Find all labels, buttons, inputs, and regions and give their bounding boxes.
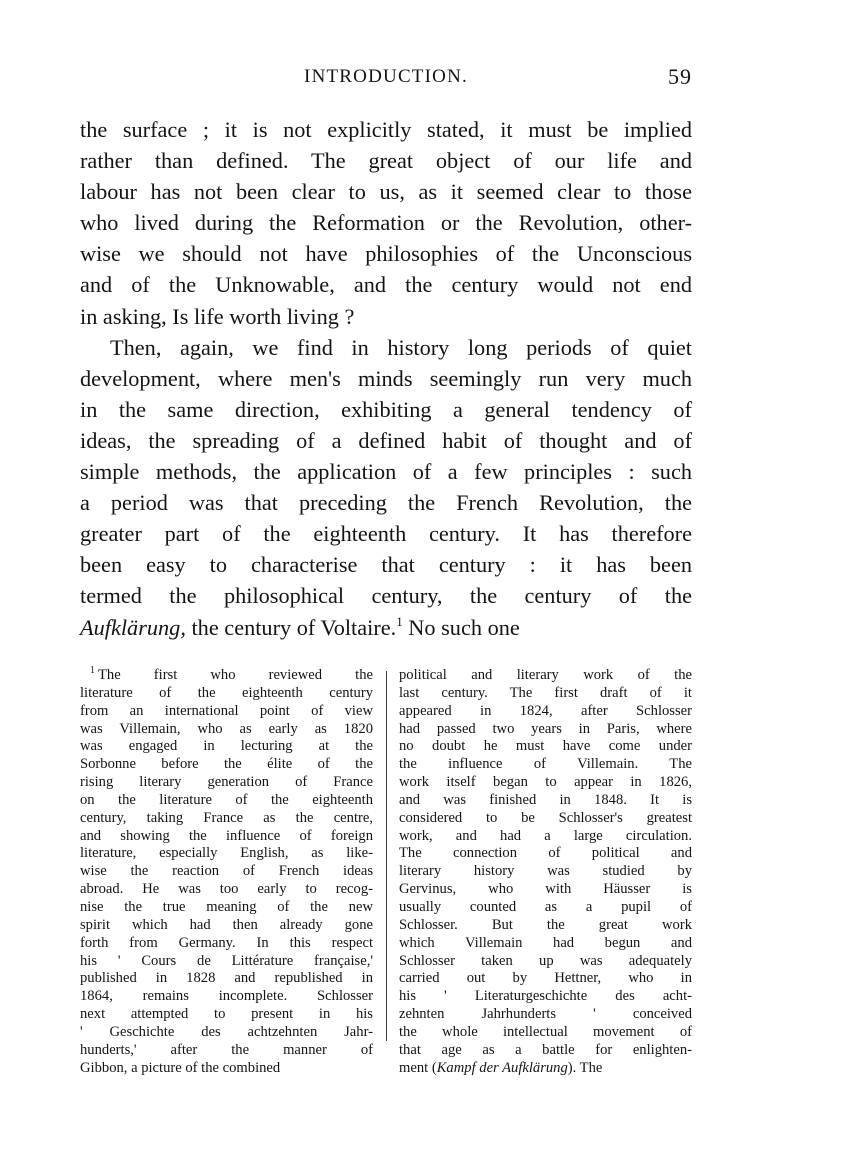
column-divider	[386, 671, 387, 1041]
footnote-line: work, and had a large circulation.	[399, 827, 692, 844]
footnote-line: from an international point of view	[80, 702, 373, 719]
footnote-line: The connection of political and	[399, 845, 692, 862]
footnote-line: the influence of Villemain. The	[399, 756, 692, 773]
footnote-line: ' Geschichte des achtzehnten Jahr-	[80, 1023, 373, 1040]
footnote-line: had passed two years in Paris, where	[399, 720, 692, 737]
footnote-line: considered to be Schlosser's greatest	[399, 809, 692, 826]
footnote-line-text: The first who reviewed the	[98, 667, 373, 683]
footnote-line: zehnten Jahrhunderts ' conceived	[399, 1006, 692, 1023]
footnote-line: abroad. He was too early to recog-	[80, 881, 373, 898]
running-title: INTRODUCTION.	[304, 66, 468, 87]
body-line: simple methods, the application of a few principles : such	[80, 459, 692, 485]
footnote-line-suffix: ). The	[567, 1059, 603, 1076]
footnote-line: spirit which had then already gone	[80, 916, 373, 933]
footnote-line: century, taking France as the centre,	[80, 809, 373, 826]
footnote-line: Sorbonne before the élite of the	[80, 756, 373, 773]
footnote-line: that age as a battle for enlighten-	[399, 1041, 692, 1058]
body-line: in the same direction, exhibiting a general tendency of	[80, 396, 692, 422]
footnote-line: and showing the influence of foreign	[80, 827, 373, 844]
footnote-line: literary history was studied by	[399, 863, 692, 880]
footnotes	[80, 667, 692, 1077]
footnote-line: literature of the eighteenth century	[80, 684, 373, 701]
footnote-line: 1864, remains incomplete. Schlosser	[80, 988, 373, 1005]
footnote-line: the whole intellectual movement of	[399, 1023, 692, 1040]
body-line: a period was that preceding the French Revolution, the	[80, 490, 692, 516]
body-line: been easy to characterise that century : it has been	[80, 552, 692, 578]
body-line: ideas, the spreading of a defined habit of thought and of	[80, 427, 692, 453]
italic-term: Aufklärung,	[80, 614, 186, 640]
running-header	[80, 64, 692, 92]
footnote-line: his ' Cours de Littérature française,'	[80, 952, 373, 969]
footnote-line: rising literary generation of France	[80, 774, 373, 791]
footnote-column-right	[399, 667, 692, 1077]
footnote-marker: 1	[396, 613, 403, 629]
page-number: 59	[668, 64, 692, 89]
footnote-line: next attempted to present in his	[80, 1006, 373, 1023]
body-line: greater part of the eighteenth century. It has therefore	[80, 521, 692, 547]
body-line: termed the philosophical century, the century of the	[80, 583, 692, 609]
footnote-line: appeared in 1824, after Schlosser	[399, 702, 692, 719]
body-line: development, where men's minds seemingly run very much	[80, 365, 692, 391]
body-line	[80, 612, 692, 643]
footnote-line: published in 1828 and republished in	[80, 970, 373, 987]
footnote-line: literature, especially English, as like-	[80, 845, 373, 862]
footnote-line: on the literature of the eighteenth	[80, 791, 373, 808]
body-line: in asking, Is life worth living ?	[80, 303, 355, 329]
body-line: the surface ; it is not explicitly stated, it must be implied	[80, 117, 692, 142]
footnote-line: last century. The first draft of it	[399, 684, 692, 701]
body-line: and of the Unknowable, and the century would not end	[80, 272, 692, 298]
footnote-line: political and literary work of the	[399, 667, 692, 683]
body-line: rather than defined. The great object of our life and	[80, 148, 692, 174]
footnote-line	[80, 667, 373, 685]
body-line: who lived during the Reformation or the Revolution, other-	[80, 210, 692, 236]
footnote-line: nise the true meaning of the new	[80, 898, 373, 915]
footnote-line: was engaged in lecturing at the	[80, 738, 373, 755]
footnote-column-left	[80, 667, 373, 1077]
footnote-line: his ' Literaturgeschichte des acht-	[399, 988, 692, 1005]
footnote-line: and was finished in 1848. It is	[399, 791, 692, 808]
footnote-line: no doubt he must have come under	[399, 738, 692, 755]
footnote-line: Schlosser taken up was adequately	[399, 952, 692, 969]
footnote-line: work itself began to appear in 1826,	[399, 774, 692, 791]
body-line: Then, again, we find in history long periods of quiet	[110, 334, 692, 360]
footnote-line: Gibbon, a picture of the combined	[80, 1059, 281, 1076]
main-text	[80, 114, 692, 643]
footnote-line: forth from Germany. In this respect	[80, 934, 373, 951]
body-line: labour has not been clear to us, as it seemed clear to those	[80, 179, 692, 205]
footnote-line: hunderts,' after the manner of	[80, 1041, 373, 1058]
footnote-line	[399, 1060, 692, 1078]
footnote-line: usually counted as a pupil of	[399, 898, 692, 915]
footnote-line: Schlosser. But the great work	[399, 916, 692, 933]
body-line: wise we should not have philosophies of the Unconscious	[80, 241, 692, 267]
footnote-line: carried out by Hettner, who in	[399, 970, 692, 987]
footnote-line: was Villemain, who as early as 1820	[80, 720, 373, 737]
body-line-tail: No such one	[402, 614, 520, 640]
footnote-line: Gervinus, who with Häusser is	[399, 881, 692, 898]
footnote-line: which Villemain had begun and	[399, 934, 692, 951]
footnote-line: wise the reaction of French ideas	[80, 863, 373, 880]
footnote-number: 1	[90, 665, 95, 676]
italic-term: Kampf der Aufklärung	[436, 1059, 568, 1076]
body-line-middle: the century of Voltaire.	[185, 614, 397, 640]
footnote-line-prefix: ment (	[399, 1059, 437, 1076]
